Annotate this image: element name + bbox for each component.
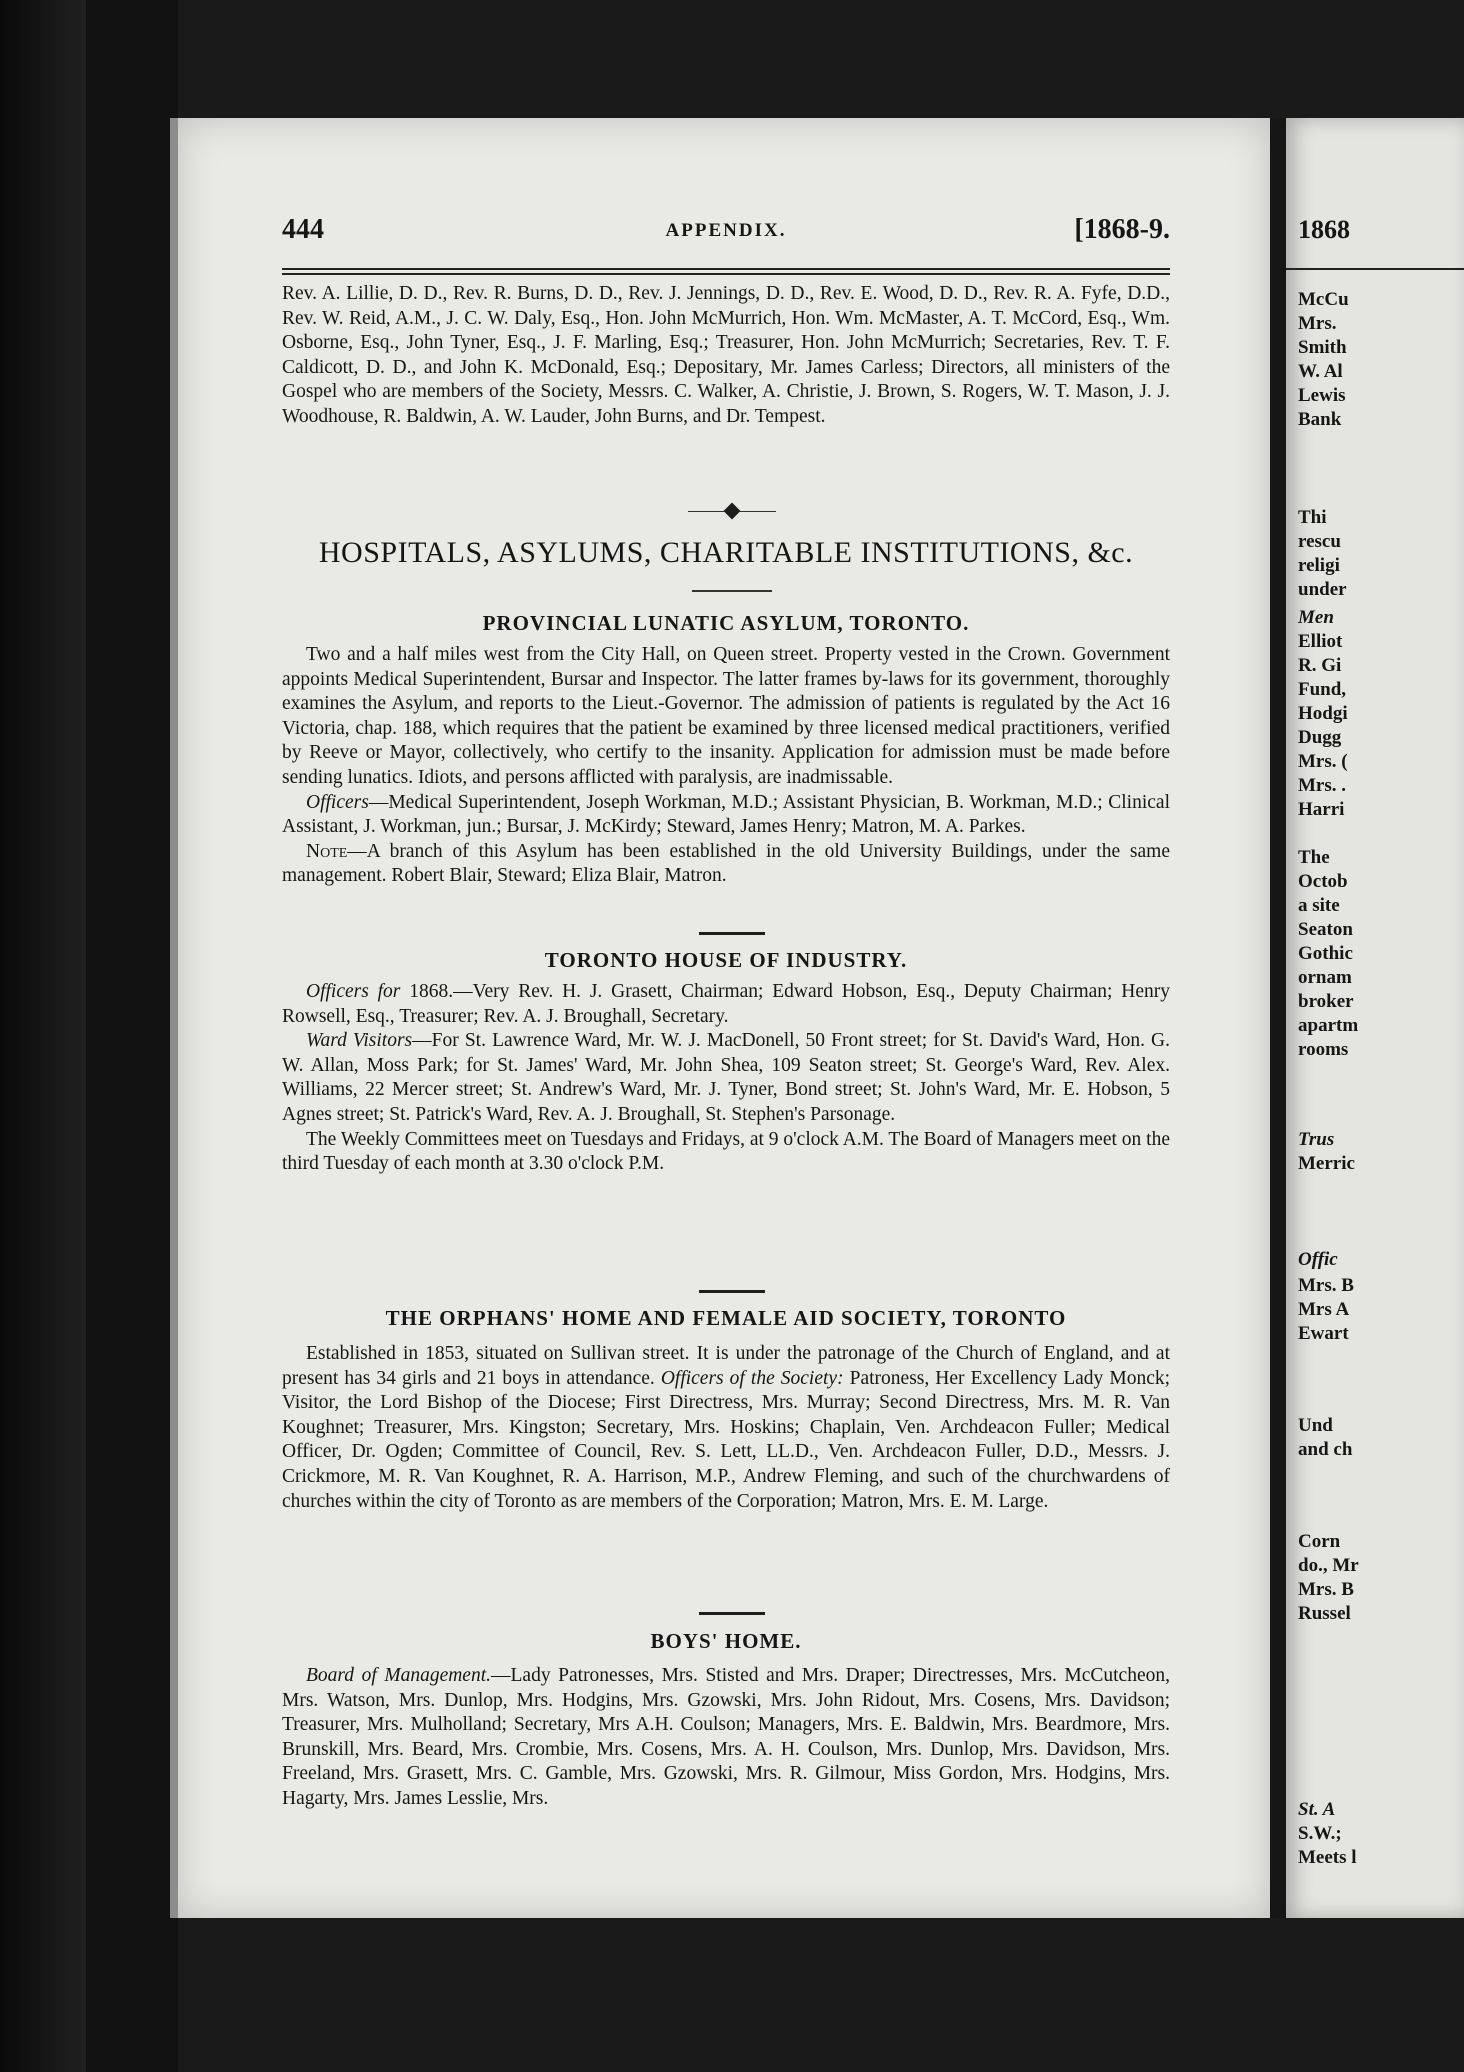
main-heading: HOSPITALS, ASYLUMS, CHARITABLE INSTITUTIONS, &c. <box>318 536 1134 569</box>
main-heading-rule <box>692 590 772 592</box>
opening-section <box>282 282 1170 430</box>
facing-fragment: rescu <box>1298 531 1341 552</box>
orphans-officers-label: Officers of the Society: <box>660 1367 844 1389</box>
facing-fragment: Hodgi <box>1298 703 1348 724</box>
facing-fragment: and ch <box>1298 1439 1353 1460</box>
boys-home-section <box>282 1664 1170 1812</box>
facing-fragment: R. Gi <box>1298 655 1342 676</box>
section-rule <box>699 932 765 935</box>
facing-fragment: Bank <box>1298 409 1342 430</box>
industry-visitors-label: Ward Visitors <box>306 1030 413 1052</box>
header-rule <box>282 268 1170 275</box>
facing-fragment: Trus <box>1298 1129 1335 1150</box>
binding-edge <box>86 0 178 2072</box>
facing-fragment: a site <box>1298 895 1340 916</box>
page-header <box>282 214 1170 264</box>
industry-officers-text: 1868.—Very Rev. H. J. Grasett, Chairman; Edward Hobson, Esq., Deputy Chairman; Henry Rowsell, Esq., Treasurer; Rev. A. J. Broughall, Secretary. <box>282 981 1170 1027</box>
facing-fragment: religi <box>1298 555 1340 576</box>
facing-fragment: Gothic <box>1298 943 1353 964</box>
orphans-text-officers: Patroness, Her Excellency Lady Monck; Visitor, the Lord Bishop of the Diocese; First Directress, Mrs. Murray; Second Directress, Mrs. M. R. Van Koughnet; Treasurer, Mrs. Kingston; Secretary, Mrs. Hoskins; Chaplain, Ven. Archdeacon Fuller; Medical Officer, Dr. Ogden; Committee of Council, Rev. S. Lett, LL.D., Ven. Archdeacon Fuller, D.D., Messrs. J. Crickmore, M. R. Van Koughnet, R. A. Harrison, M.P., Andrew Fleming, and such of the churchwardens of churches within the city of Toronto as are members of the Corporation; Matron, Mrs. E. M. Large. <box>282 1367 1171 1512</box>
facing-fragment: do., Mr <box>1298 1555 1359 1576</box>
orphans-text-intro: Established in 1853, situated on Sullivan street. It is under the patronage of the Church of England, and at present has 34 girls and 21 boys in attendance. <box>282 1343 1170 1389</box>
running-title: APPENDIX. <box>665 220 787 241</box>
boys-home-board-label: Board of Management. <box>306 1665 492 1686</box>
facing-fragment: St. A <box>1298 1799 1336 1820</box>
facing-fragment: Men <box>1298 607 1334 628</box>
opening-paragraph: Rev. A. Lillie, D. D., Rev. R. Burns, D. D., Rev. J. Jennings, D. D., Rev. E. Wood, D. D., Rev. R. A. Fyfe, D.D., Rev. W. Reid, A.M., J. C. W. Daly, Esq., Hon. John McMurrich, Hon. Wm. McMaster, A. T. McCord, Esq., Wm. Osborne, Esq., John Tyner, Esq., J. F. Marling, Esq.; Treasurer, Hon. John McMurrich; Secretaries, Rev. T. F. Caldicott, D. D., and John K. McDonald, Esq.; Depositary, Mr. James Carless; Directors, all ministers of the Gospel who are members of the Society, Messrs. C. Walker, A. Christie, J. Brown, S. Rogers, W. T. Mason, J. J. Woodhouse, R. Baldwin, A. W. Lauder, John Burns, and Dr. Tempest. <box>282 283 1170 427</box>
facing-fragment: Smith <box>1298 337 1347 358</box>
page-gutter <box>1270 118 1286 1918</box>
facing-fragment: Fund, <box>1298 679 1347 700</box>
industry-section <box>282 980 1170 1177</box>
industry-meetings: The Weekly Committees meet on Tuesdays and Fridays, at 9 o'clock A.M. The Board of Managers meet on the third Tuesday of each month at 3.30 o'clock P.M. <box>282 1128 1170 1175</box>
page-number: 444 <box>282 214 324 245</box>
facing-fragment: ornam <box>1298 967 1352 988</box>
facing-fragment: Mrs. B <box>1298 1579 1354 1600</box>
facing-fragment: Meets l <box>1298 1847 1357 1868</box>
section-rule <box>699 1290 765 1293</box>
ornament-diamond <box>724 503 741 520</box>
asylum-title: PROVINCIAL LUNATIC ASYLUM, TORONTO. <box>482 611 970 635</box>
asylum-description: Two and a half miles west from the City Hall, on Queen street. Property vested in the Crown. Government appoints Medical Superintendent, Bursar and Inspector. The latter frames by-laws for its government, thoroughly examines the Asylum, and reports to the Lieut.-Governor. The admission of patients is regulated by the Act 16 Victoria, chap. 188, which requires that the patient be examined by three licensed medical practitioners, verified by Reeve or Mayor, collectively, who certify to the insanity. Application for admission must be made before sending lunatics. Idiots, and persons afflicted with paralysis, are inadmissable. <box>282 644 1170 788</box>
facing-fragment: Russel <box>1298 1603 1351 1624</box>
facing-fragment: Ewart <box>1298 1323 1349 1344</box>
facing-fragment: Harri <box>1298 799 1345 820</box>
left-page <box>178 118 1270 1918</box>
facing-fragment: Mrs. . <box>1298 775 1347 796</box>
facing-page <box>1286 118 1464 1918</box>
boys-home-title: BOYS' HOME. <box>650 1629 802 1653</box>
facing-fragment: Seaton <box>1298 919 1353 940</box>
facing-fragment: under <box>1298 579 1347 600</box>
facing-fragment: Und <box>1298 1415 1333 1436</box>
facing-fragment: Merric <box>1298 1153 1355 1174</box>
facing-fragment: Mrs. ( <box>1298 751 1348 772</box>
facing-page-header: 1868 <box>1298 215 1350 244</box>
asylum-officers-text: —Medical Superintendent, Joseph Workman, M.D.; Assistant Physician, B. Workman, M.D.; Clinical Assistant, J. Workman, jun.; Bursar, J. McKirdy; Steward, James Henry; Matron, M. A. Parkes. <box>282 791 1170 838</box>
facing-fragment: The <box>1298 847 1330 868</box>
orphans-title: THE ORPHANS' HOME AND FEMALE AID SOCIETY, TORONTO <box>385 1306 1067 1330</box>
industry-visitors-text: —For St. Lawrence Ward, Mr. W. J. MacDonell, 50 Front street; for St. David's Ward, Hon. G. W. Allan, Moss Park; for St. James' Ward, Mr. John Shea, 109 Seaton street; St. George's Ward, Rev. Alex. Williams, 22 Mercer street; St. Andrew's Ward, Mr. J. Tyner, Bond street; St. John's Ward, Mr. E. Hobson, 5 Agnes street; St. Patrick's Ward, Rev. A. J. Broughall, St. Stephen's Parsonage. <box>282 1030 1170 1125</box>
facing-fragment: Offic <box>1298 1249 1338 1270</box>
asylum-section <box>282 643 1170 889</box>
facing-fragment: rooms <box>1298 1039 1349 1060</box>
asylum-note-label: Note <box>306 840 348 862</box>
facing-fragment: Mrs. <box>1298 313 1337 334</box>
facing-fragment: Octob <box>1298 871 1348 892</box>
facing-fragment: apartm <box>1298 1015 1359 1036</box>
section-rule <box>699 1612 765 1615</box>
header-year: [1868-9. <box>1074 214 1170 245</box>
facing-fragment: Lewis <box>1298 385 1346 406</box>
facing-fragment: S.W.; <box>1298 1823 1342 1844</box>
facing-fragment: Thi <box>1298 507 1327 528</box>
facing-fragment: Mrs. B <box>1298 1275 1354 1296</box>
facing-fragment: Elliot <box>1298 631 1343 652</box>
asylum-officers-label: Officers <box>306 791 369 813</box>
facing-fragment: Corn <box>1298 1531 1341 1552</box>
industry-officers-label: Officers for <box>306 981 401 1002</box>
facing-fragment: McCu <box>1298 289 1349 310</box>
boys-home-board-text: —Lady Patronesses, Mrs. Stisted and Mrs. Draper; Directresses, Mrs. McCutcheon, Mrs. Watson, Mrs. Dunlop, Mrs. Hodgins, Mrs. Gzowski, Mrs. John Ridout, Mrs. Cosens, Mrs. Davidson; Treasurer, Mrs. Mulholland; Secretary, Mrs A.H. Coulson; Managers, Mrs. E. Baldwin, Mrs. Beardmore, Mrs. Brunskill, Mrs. Beard, Mrs. Crombie, Mrs. Cosens, Mrs. A. H. Coulson, Mrs. Dunlop, Mrs. Davidson, Mrs. Freeland, Mrs. Grasett, Mrs. C. Gamble, Mrs. Gzowski, Mrs. R. Gilmour, Miss Gordon, Mrs. Hodgins, Mrs. Hagarty, Mrs. James Lesslie, Mrs. <box>282 1665 1170 1809</box>
industry-title: TORONTO HOUSE OF INDUSTRY. <box>544 948 908 972</box>
asylum-note-text: —A branch of this Asylum has been established in the old University Buildings, under the same management. Robert Blair, Steward; Eliza Blair, Matron. <box>282 840 1170 887</box>
facing-fragment: Mrs A <box>1298 1299 1350 1320</box>
facing-fragment: W. Al <box>1298 361 1343 382</box>
facing-fragment: Dugg <box>1298 727 1342 748</box>
orphans-section <box>282 1342 1170 1514</box>
facing-fragment: broker <box>1298 991 1354 1012</box>
facing-header-rule <box>1286 268 1464 274</box>
